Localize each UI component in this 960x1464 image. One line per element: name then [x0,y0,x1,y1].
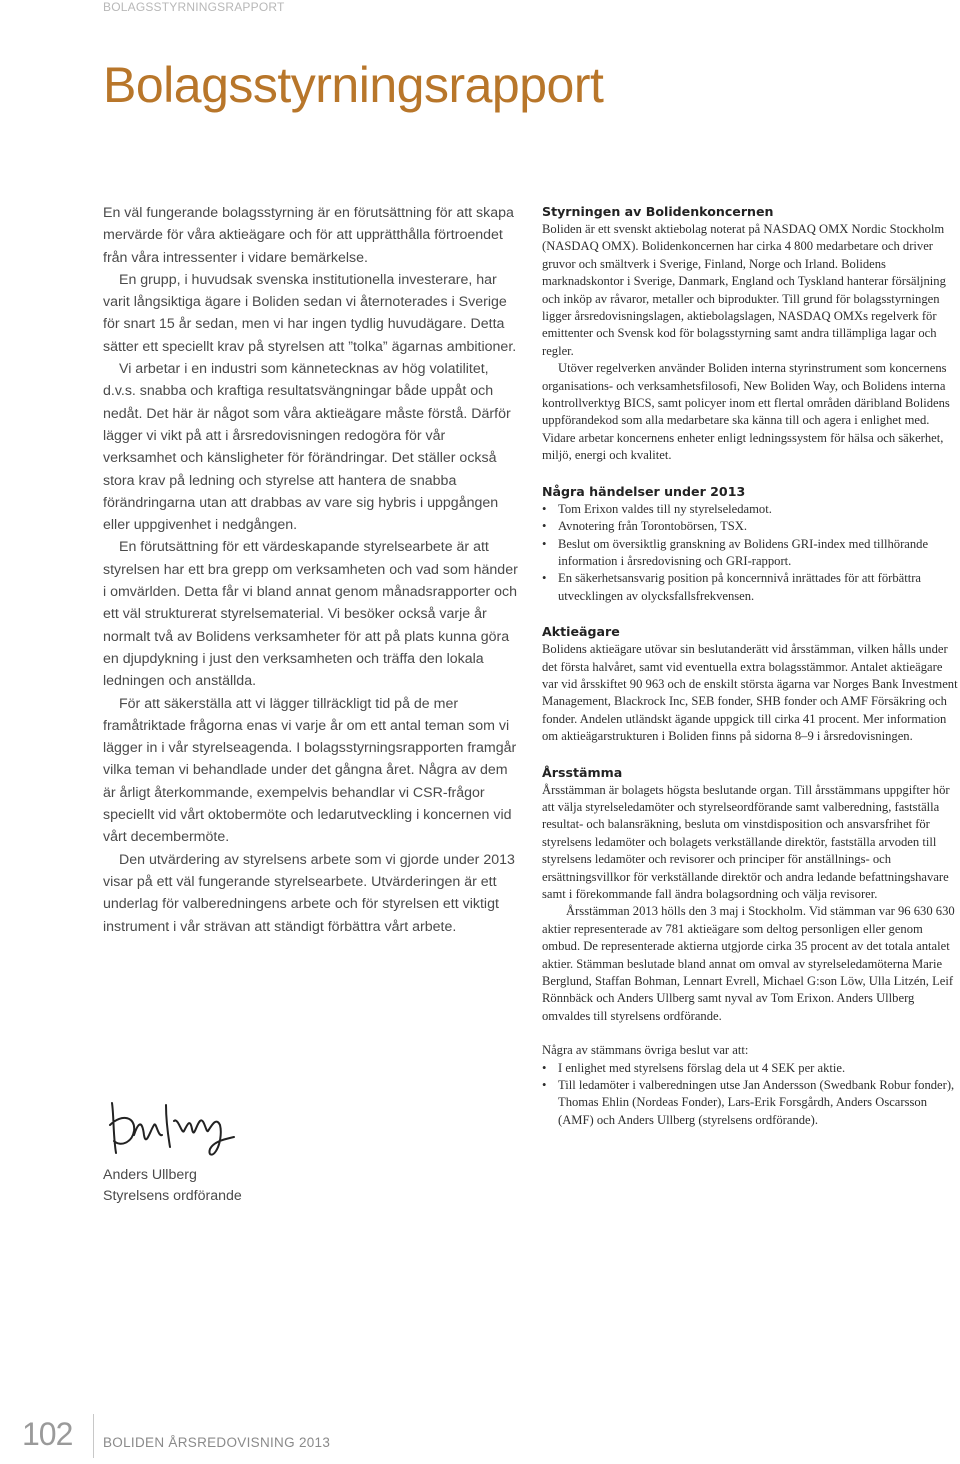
section-paragraph: Årsstämman 2013 hölls den 3 maj i Stockholm. Vid stämman var 96 630 630 aktier representerade av 781 aktieägare som deltog personligen eller genom ombud. De representerade aktierna utgjorde cirka 35 procent av det totala antalet aktier. Stämman beslutade bland annat om omval av styrelseledamöterna Marie Berglund, Staffan Bohman, Lennart Evrell, Michael G:son Löw, Ulla Litzén, Leif Rönnbäck och Anders Ullberg samt nyval av Tom Erixon. Anders Ullberg omvaldes till styrelsens ordförande. [542,904,955,1023]
letter-paragraph: En väl fungerande bolagsstyrning är en förutsättning för att skapa mervärde för våra aktieägare och för att upprätthålla förtroendet från våra intressenter i vidare bemärkelse. [103,205,514,266]
letter-paragraph: Vi arbetar i en industri som kännetecknas av hög volatilitet, d.v.s. snabba och kraftiga resultatsvängningar både uppåt och nedåt. Det här är något som våra aktieägare måste förstå. Därför lägger vi vikt på att i årsredovisningen redogöra för vår verksamhet och känsligheter för förändringar. Det ställer också stora krav på ledning och styrelse att hantera de snabba förändringarna utan att drabbas av vare sig hybris i uppgången eller uppgivenhet i nedgången. [103,361,511,534]
letter-paragraph: En grupp, i huvudsak svenska institutionella investerare, har varit långsiktiga ägare i Boliden sedan vi åternoterades i Sverige för snart 15 år sedan, men vi har ingen tydlig huvudägare. Detta sätter ett speciellt krav på styrelsen att ”tolka” ägarnas ambitioner. [103,271,517,355]
signature-block [103,1165,242,1207]
section-agm [542,764,958,1130]
section-heading: Några händelser under 2013 [542,483,746,499]
letter-paragraph: Den utvärdering av styrelsens arbete som vi gjorde under 2013 visar på ett väl fungerande styrelsearbete. Utvärderingen är ett underlag för valberedningens arbete och för styrelsen ett viktigt instrument i vår strävan att ständigt förbättra vårt arbete. [103,851,515,935]
letter-paragraph: För att säkerställa att vi lägger tillräckligt tid på de mer framåtriktade frågorna enas vi varje år om ett antal teman som vi lägger in i vår styrelseagenda. I bolagsstyrningsrapporten framgår vilka teman vi behandlade under det gångna året. Några av dem är årligt återkommande, exempelvis behandlar vi CSR-frågor speciellt vid vårt oktobermöte och ledarutveckling i koncernen vid vårt decembermöte. [103,695,517,846]
running-header: BOLAGSSTYRNINGSRAPPORT [103,0,285,14]
section-paragraph: Boliden är ett svenskt aktiebolag noterat på NASDAQ OMX Nordic Stockholm (NASDAQ OMX). Bolidenkoncernen har cirka 4 800 medarbetare och driver gruvor och smältverk i Sverige, Finland, Norge och Irland. Bolidens marknadskontor i Sverige, Danmark, England och Tyskland hanterar försäljning och inköp av råvaror, metaller och biprodukter. Till grund för bolagsstyrningen ligger årsredovisningslagen, aktiebolagslagen, NASDAQ OMXs regelverk för emittenter och Svensk kod för bolagsstyrning samt andra tillämpliga lagar och regler. [542,222,946,358]
list-item: • I enlighet med styrelsens förslag dela ut 4 SEK per aktie. [542,1060,958,1077]
signatory-title: Styrelsens ordförande [103,1188,242,1204]
list-item: • Till ledamöter i valberedningen utse Jan Andersson (Swedbank Robur fonder), Thomas Ehlin (Nordeas Fonder), Lars-Erik Forsgårdh, Anders Oscarsson (AMF) och Anders Ullberg (styrelsens ordförande). [542,1077,958,1129]
decisions-intro: Några av stämmans övriga beslut var att: [542,1043,749,1058]
footer-divider [93,1414,94,1458]
handwritten-signature [104,1095,264,1163]
list-item: • Avnotering från Torontobörsen, TSX. [542,518,958,535]
list-item: • En säkerhetsansvarig position på koncernnivå inrättades för att förbättra utvecklingen av olycksfallsfrekvensen. [542,570,958,605]
section-heading: Styrningen av Bolidenkoncernen [542,204,774,219]
section-paragraph: Utöver regelverken använder Boliden interna styrinstrument som koncernens organisations- och verksamhetsfilosofi, New Boliden Way, och Bolidens interna kontrollverktyg BICS, samt policyer inom ett flertal områden däribland Bolidens uppförandekod som alla medarbetare ska känna till och agera i enlighet med. Vidare arbetar koncernens enheter enligt ledningssystem för hälsa och säkerhet, miljö, energi och kvalitet. [542,361,950,463]
list-item: • Beslut om översiktlig granskning av Bolidens GRI-index med tillhörande information i årsredovisning och GRI-rapport. [542,536,958,571]
page-title: Bolagsstyrningsrapport [103,57,604,113]
right-column [542,203,958,1147]
list-item: • Tom Erixon valdes till ny styrelseledamot. [542,501,958,518]
section-shareholders [542,623,958,745]
decisions-list [542,1060,958,1130]
chairman-letter [103,202,521,938]
letter-paragraph: En förutsättning för ett värdeskapande styrelsearbete är att styrelsen har ett bra grepp om verksamheten och vad som händer i omvärlden. Detta får vi bland annat genom månadsrapporter och ett väl strukturerat styrelsematerial. Vi besöker också varje år normalt två av Bolidens verksamheter för att på plats kunna göra en djupdykning i just den verksamheten och träffa den lokala ledningen och anställda. [103,539,518,690]
section-events [542,483,958,605]
section-paragraph: Årsstämman är bolagets högsta beslutande organ. Till årsstämmans uppgifter hör att välja styrelseledamöter och styrelseordförande samt valberedning, fastställa resultat- och balansräkning, besluta om vinstdisposition och ansvarsfrihet för styrelsens ledamöter och bolagets verkställande direktör, fastställa arvoden till styrelsens ledamöter och revisorer och principer för anställnings- och ersättningsvillkor för verkställande direktör och andra ledande befattningshavare samt i förekommande fall ändra bolagsordning och välja revisorer. [542,782,950,901]
events-list [542,501,958,605]
footer-publication: BOLIDEN ÅRSREDOVISNING 2013 [103,1435,331,1450]
section-paragraph: Bolidens aktieägare utövar sin beslutanderätt vid årsstämman, vilken hålls under det första halvåret, samt vid eventuella extra bolagsstämmor. Antalet aktieägare var vid årsskiftet 90 963 och de enskilt största ägarna var Norges Bank Investment Management, Blackrock Inc, SEB fonder, SHB fonder och AMF Försäkring och fonder. Andelen utländskt ägande uppgick till cirka 41 procent. Mer information om aktieägarstrukturen i Boliden finns på sidorna 8–9 i årsredovisningen. [542,642,958,744]
page-number: 102 [22,1416,73,1452]
section-heading: Aktieägare [542,624,620,640]
signatory-name: Anders Ullberg [103,1167,197,1183]
section-governance [542,203,958,465]
section-heading: Årsstämma [542,764,623,780]
